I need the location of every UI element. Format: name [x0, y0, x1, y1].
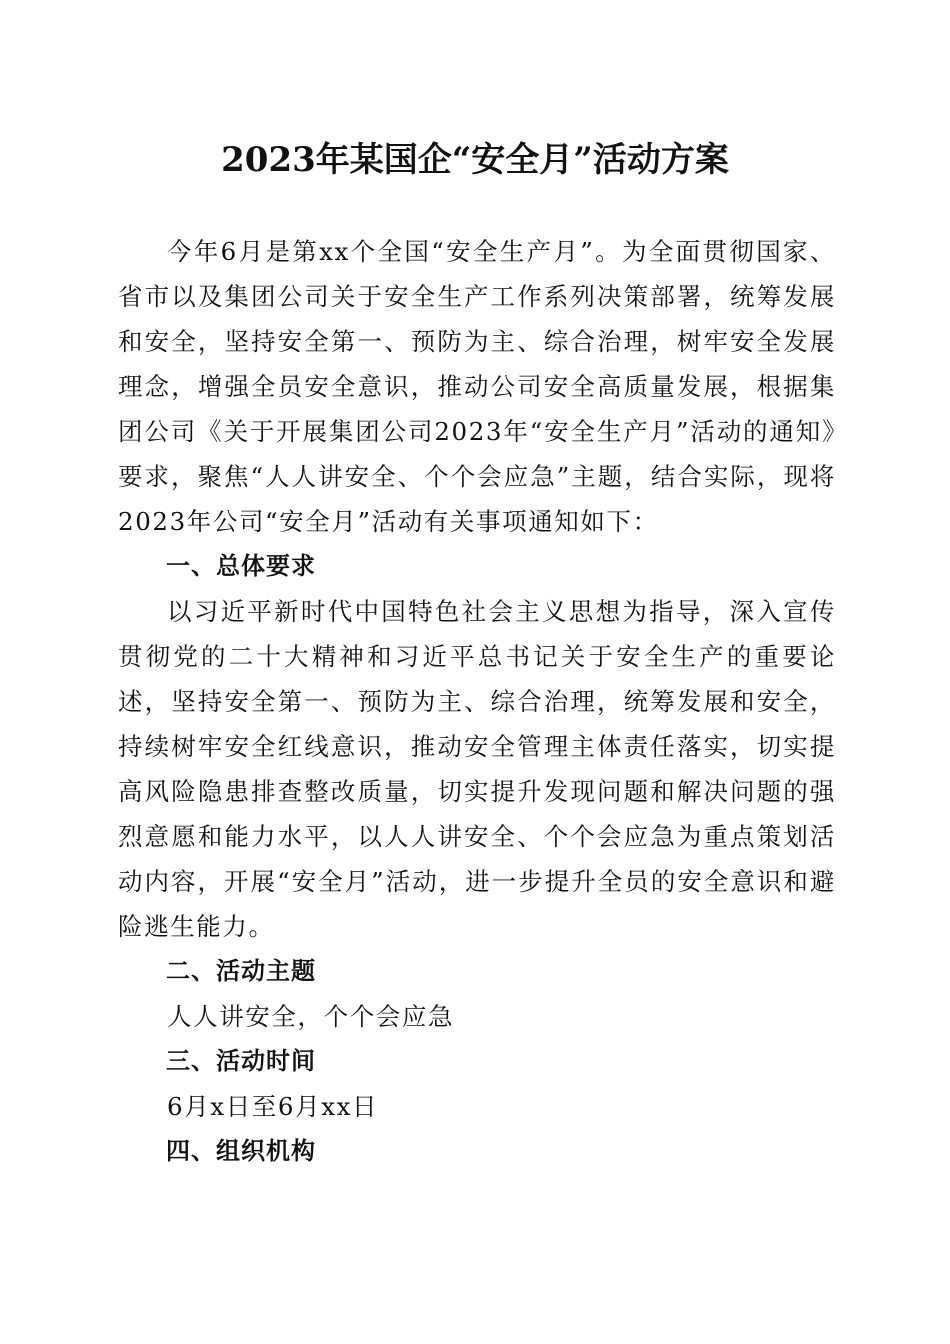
section-heading-activity-theme: 二、活动主题 — [166, 957, 316, 985]
section-heading-general-requirements: 一、总体要求 — [166, 552, 316, 580]
section-content-activity-theme: 人人讲安全，个个会应急 — [167, 1002, 455, 1031]
intro-paragraph: 今年6月是第xx个全国“安全生产月”。为全面贯彻国家、省市以及集团公司关于安全生产工作系列决策部署，统筹发展和安全，坚持安全第一、预防为主、综合治理，树牢安全发展理念，增强全员安全意识，推动公司安全高质量发展，根据集团公司《关于开展集团公司2023年“安全生产月”活动的通知》要求，聚焦“人人讲安全、个个会应急”主题，结合实际，现将2023年公司“安全月”活动有关事项通知如下： — [118, 237, 836, 536]
document-body — [118, 229, 836, 1174]
document-title: 2023年某国企“安全月”活动方案 — [221, 140, 729, 180]
section-heading-activity-time: 三、活动时间 — [166, 1047, 316, 1075]
section-heading-organization: 四、组织机构 — [166, 1137, 316, 1165]
section-content-general-requirements: 以习近平新时代中国特色社会主义思想为指导，深入宣传贯彻党的二十大精神和习近平总书记关于安全生产的重要论述，坚持安全第一、预防为主、综合治理，统筹发展和安全，持续树牢安全红线意识，推动安全管理主体责任落实，切实提高风险隐患排查整改质量，切实提升发现问题和解决问题的强烈意愿和能力水平，以人人讲安全、个个会应急为重点策划活动内容，开展“安全月”活动，进一步提升全员的安全意识和避险逃生能力。 — [118, 597, 836, 941]
section-content-activity-time: 6月x日至6月xx日 — [167, 1092, 379, 1121]
